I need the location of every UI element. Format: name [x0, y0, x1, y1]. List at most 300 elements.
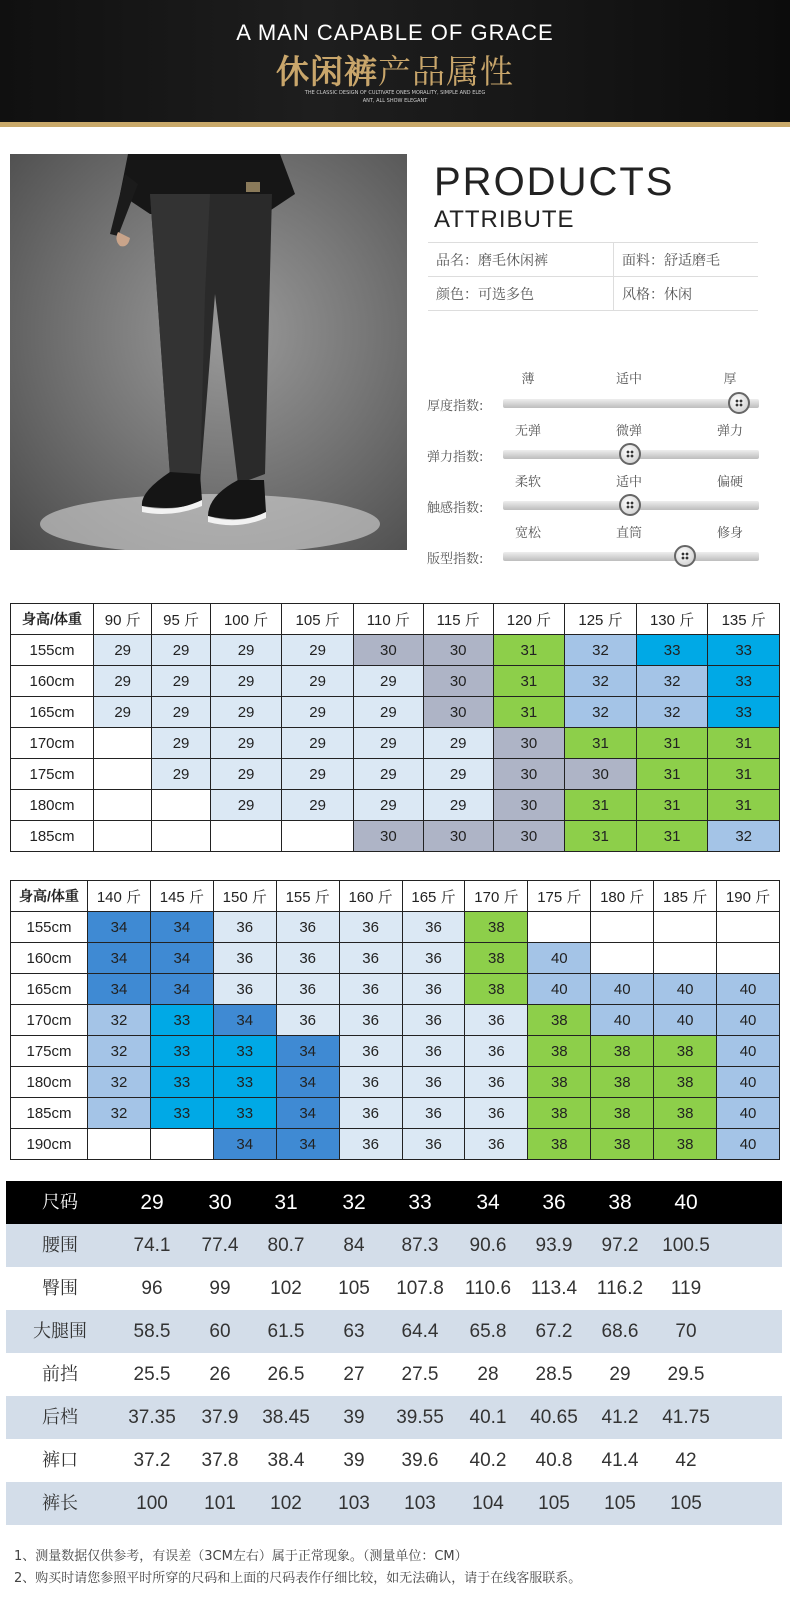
- header-title-cn-rest: 产品属性: [378, 52, 514, 91]
- weight-header: 190 斤: [717, 881, 780, 912]
- size-cell: 36: [276, 912, 339, 943]
- measurement-value: 29.5: [667, 1364, 705, 1385]
- slider-word-max: 弹力: [716, 424, 743, 439]
- slider-word-min: 无弹: [514, 424, 541, 439]
- measurement-value: 37.8: [201, 1450, 239, 1471]
- height-label: 170cm: [11, 1005, 88, 1036]
- size-cell: 33: [708, 666, 780, 697]
- slider-word-max: 厚: [723, 372, 737, 387]
- size-cell: 29: [282, 635, 354, 666]
- size-cell: [94, 821, 152, 852]
- size-cell: 29: [353, 790, 423, 821]
- size-cell: 40: [717, 1067, 780, 1098]
- size-cell: 29: [282, 790, 354, 821]
- size-cell: 36: [339, 943, 402, 974]
- height-label: 175cm: [11, 1036, 88, 1067]
- size-cell: [94, 790, 152, 821]
- size-chart-row: [11, 759, 780, 790]
- size-cell: 36: [339, 1067, 402, 1098]
- slider-word-min: 柔软: [514, 475, 541, 490]
- measurement-value: 28: [477, 1364, 499, 1385]
- weight-header: 165 斤: [402, 881, 465, 912]
- attribute-subheading: ATTRIBUTE: [434, 206, 575, 233]
- measurement-size-header: 40: [674, 1191, 698, 1214]
- size-cell: 38: [591, 1036, 654, 1067]
- size-cell: 36: [339, 1098, 402, 1129]
- size-cell: 40: [717, 1036, 780, 1067]
- size-cell: 33: [213, 1036, 276, 1067]
- measurement-row: [6, 1224, 782, 1267]
- attribute-color: 颜色：可选多色: [428, 277, 614, 311]
- size-cell: 40: [528, 943, 591, 974]
- size-cell: [152, 821, 210, 852]
- size-cell: 36: [276, 1005, 339, 1036]
- measurement-value: 105: [670, 1493, 702, 1514]
- measurement-value: 40.2: [469, 1450, 507, 1471]
- measurement-row: [6, 1482, 782, 1525]
- size-cell: [717, 912, 780, 943]
- size-chart-row: [11, 974, 780, 1005]
- measurement-value: 113.4: [530, 1278, 578, 1299]
- size-chart-corner: 身高/体重: [11, 604, 94, 635]
- measurement-value: 100: [136, 1493, 168, 1514]
- size-cell: 38: [654, 1036, 717, 1067]
- measurement-value: 26.5: [267, 1364, 305, 1385]
- measurement-value: 68.6: [601, 1321, 639, 1342]
- size-cell: 36: [402, 1036, 465, 1067]
- slider-word-mid: 直筒: [615, 526, 642, 541]
- attribute-row: [428, 277, 758, 311]
- size-cell: 38: [528, 1067, 591, 1098]
- measurement-size-header: 30: [208, 1191, 232, 1214]
- header-title-cn: [0, 46, 790, 93]
- measurement-value: 96: [141, 1278, 163, 1299]
- size-chart-row: [11, 697, 780, 728]
- height-label: 155cm: [11, 912, 88, 943]
- measurement-value: 105: [604, 1493, 636, 1514]
- measurement-value: 90.6: [469, 1235, 507, 1256]
- size-cell: 36: [276, 943, 339, 974]
- size-chart-row: [11, 821, 780, 852]
- measurement-value: 40.8: [535, 1450, 573, 1471]
- size-cell: 31: [493, 666, 565, 697]
- measurement-value: 38.45: [262, 1407, 310, 1428]
- size-cell: 38: [528, 1005, 591, 1036]
- height-label: 155cm: [11, 635, 94, 666]
- weight-header: 155 斤: [276, 881, 339, 912]
- size-cell: 32: [88, 1067, 151, 1098]
- products-heading: PRODUCTS: [434, 160, 675, 204]
- measurement-value: 107.8: [396, 1278, 444, 1299]
- note-line: 1、测量数据仅供参考，有误差（3CM左右）属于正常现象。（测量单位：CM）: [14, 1549, 468, 1564]
- measurement-label: 前挡: [42, 1364, 78, 1385]
- size-cell: 40: [717, 1129, 780, 1160]
- measurement-value: 41.4: [601, 1450, 639, 1471]
- size-cell: 32: [565, 697, 637, 728]
- size-cell: 38: [591, 1067, 654, 1098]
- size-cell: 34: [150, 912, 213, 943]
- size-cell: 32: [88, 1036, 151, 1067]
- measurement-value: 37.9: [201, 1407, 239, 1428]
- measurement-value: 29: [609, 1364, 631, 1385]
- measurement-table: [6, 1181, 782, 1525]
- height-label: 165cm: [11, 697, 94, 728]
- size-cell: 36: [339, 912, 402, 943]
- size-cell: 36: [465, 1098, 528, 1129]
- size-cell: 38: [654, 1098, 717, 1129]
- size-cell: 36: [402, 943, 465, 974]
- size-cell: 40: [654, 974, 717, 1005]
- size-cell: 34: [276, 1036, 339, 1067]
- header-title-en: A MAN CAPABLE OF GRACE: [236, 20, 554, 45]
- header-subtitle-line2: ANT, ALL SHOW ELEGANT: [362, 98, 428, 104]
- size-cell: 33: [150, 1005, 213, 1036]
- measurement-size-header: 33: [408, 1191, 432, 1214]
- measurement-value: 65.8: [469, 1321, 507, 1342]
- measurement-value: 80.7: [267, 1235, 305, 1256]
- size-chart-row: [11, 1098, 780, 1129]
- size-chart-header-row: [11, 604, 780, 635]
- size-chart-row: [11, 943, 780, 974]
- measurement-value: 102: [270, 1278, 302, 1299]
- size-cell: 29: [94, 635, 152, 666]
- size-chart-table-1: [10, 603, 780, 852]
- measurement-row: [6, 1267, 782, 1310]
- height-label: 185cm: [11, 1098, 88, 1129]
- measurement-value: 37.35: [128, 1407, 176, 1428]
- attribute-table: [428, 242, 758, 311]
- size-cell: 29: [152, 666, 210, 697]
- size-chart-row: [11, 1005, 780, 1036]
- size-cell: 29: [152, 635, 210, 666]
- measurement-value: 105: [538, 1493, 570, 1514]
- measurement-value: 105: [338, 1278, 370, 1299]
- measurement-header-row: [6, 1181, 782, 1224]
- measurement-value: 26: [209, 1364, 231, 1385]
- weight-header: 180 斤: [591, 881, 654, 912]
- size-cell: 29: [210, 759, 282, 790]
- weight-header: 105 斤: [282, 604, 354, 635]
- measurement-value: 41.2: [601, 1407, 639, 1428]
- height-label: 180cm: [11, 1067, 88, 1098]
- measurement-value: 39: [343, 1450, 365, 1471]
- size-cell: 33: [150, 1036, 213, 1067]
- size-cell: [94, 759, 152, 790]
- measurement-value: 40.65: [530, 1407, 578, 1428]
- size-cell: 38: [528, 1129, 591, 1160]
- size-cell: 32: [636, 697, 708, 728]
- size-cell: 29: [282, 666, 354, 697]
- size-cell: 32: [708, 821, 780, 852]
- weight-header: 185 斤: [654, 881, 717, 912]
- size-cell: 33: [150, 1067, 213, 1098]
- size-cell: 33: [636, 635, 708, 666]
- size-cell: 31: [636, 759, 708, 790]
- size-cell: [528, 912, 591, 943]
- size-cell: 29: [152, 759, 210, 790]
- size-cell: 34: [88, 974, 151, 1005]
- slider-track-fit: [503, 552, 759, 561]
- size-chart-header-row: [11, 881, 780, 912]
- measurement-value: 58.5: [133, 1321, 171, 1342]
- size-cell: 33: [708, 635, 780, 666]
- size-cell: 36: [402, 1129, 465, 1160]
- slider-label-elasticity: 弹力指数:: [427, 450, 484, 465]
- size-cell: 38: [591, 1098, 654, 1129]
- measurement-value: 87.3: [401, 1235, 439, 1256]
- size-cell: 36: [402, 1005, 465, 1036]
- measurement-label: 裤口: [42, 1450, 78, 1471]
- measurement-value: 42: [675, 1450, 697, 1471]
- measurement-size-header: 32: [342, 1191, 366, 1214]
- height-label: 170cm: [11, 728, 94, 759]
- size-cell: 38: [465, 943, 528, 974]
- size-cell: 31: [636, 790, 708, 821]
- measurement-header-label: 尺码: [42, 1192, 78, 1213]
- measurement-value: 84: [343, 1235, 365, 1256]
- measurement-value: 119: [670, 1278, 702, 1299]
- height-label: 190cm: [11, 1129, 88, 1160]
- size-cell: 31: [708, 759, 780, 790]
- size-cell: 29: [282, 759, 354, 790]
- measurement-value: 70: [675, 1321, 697, 1342]
- measurement-value: 104: [472, 1493, 504, 1514]
- weight-header: 135 斤: [708, 604, 780, 635]
- note-line: 2、购买时请您参照平时所穿的尺码和上面的尺码表作仔细比较，如无法确认，请于在线客服联系。: [14, 1571, 582, 1586]
- size-cell: 32: [88, 1005, 151, 1036]
- header-title-cn-bold: 休闲裤: [276, 52, 378, 91]
- size-chart-row: [11, 728, 780, 759]
- size-cell: 38: [654, 1129, 717, 1160]
- model-wearing-pants-image: [10, 154, 407, 550]
- size-cell: 36: [339, 1005, 402, 1036]
- measurement-row: [6, 1396, 782, 1439]
- size-cell: 29: [353, 759, 423, 790]
- size-cell: 36: [339, 1036, 402, 1067]
- size-cell: [210, 821, 282, 852]
- size-cell: 40: [717, 974, 780, 1005]
- measurement-size-header: 36: [542, 1191, 566, 1214]
- size-cell: 29: [353, 666, 423, 697]
- size-cell: 33: [213, 1098, 276, 1129]
- size-cell: 29: [282, 728, 354, 759]
- attribute-name: 品名：磨毛休闲裤: [428, 243, 614, 277]
- size-cell: [94, 728, 152, 759]
- size-cell: 36: [465, 1067, 528, 1098]
- size-cell: 31: [708, 728, 780, 759]
- size-cell: [591, 912, 654, 943]
- height-label: 165cm: [11, 974, 88, 1005]
- measurement-value: 27.5: [401, 1364, 439, 1385]
- size-cell: 32: [565, 666, 637, 697]
- measurement-value: 40.1: [469, 1407, 507, 1428]
- size-cell: 36: [213, 912, 276, 943]
- weight-header: 130 斤: [636, 604, 708, 635]
- size-cell: 36: [213, 943, 276, 974]
- size-cell: 31: [565, 821, 637, 852]
- size-cell: 34: [88, 912, 151, 943]
- measurement-value: 102: [270, 1493, 302, 1514]
- size-cell: 38: [654, 1067, 717, 1098]
- measurement-value: 100.5: [662, 1235, 710, 1256]
- size-cell: 32: [636, 666, 708, 697]
- measurement-size-header: 31: [274, 1191, 298, 1214]
- slider-knob-fit: [674, 545, 696, 567]
- measurement-value: 60: [209, 1321, 231, 1342]
- size-cell: [654, 912, 717, 943]
- size-cell: 34: [213, 1129, 276, 1160]
- size-cell: 29: [152, 728, 210, 759]
- size-cell: 36: [402, 1098, 465, 1129]
- measurement-row: [6, 1439, 782, 1482]
- attribute-fabric: 面料：舒适磨毛: [614, 243, 759, 277]
- size-cell: 30: [493, 790, 565, 821]
- measurement-value: 25.5: [133, 1364, 171, 1385]
- size-cell: [654, 943, 717, 974]
- measurement-size-header: 38: [608, 1191, 632, 1214]
- size-cell: 33: [708, 697, 780, 728]
- measurement-value: 39: [343, 1407, 365, 1428]
- measurement-value: 67.2: [535, 1321, 573, 1342]
- weight-header: 160 斤: [339, 881, 402, 912]
- size-cell: 40: [591, 1005, 654, 1036]
- measurement-label: 腰围: [42, 1235, 78, 1256]
- header-subtitle: [0, 89, 790, 105]
- height-label: 180cm: [11, 790, 94, 821]
- weight-header: 125 斤: [565, 604, 637, 635]
- size-cell: 31: [493, 635, 565, 666]
- measurement-value: 77.4: [201, 1235, 239, 1256]
- size-cell: 30: [493, 759, 565, 790]
- weight-header: 150 斤: [213, 881, 276, 912]
- size-cell: 36: [465, 1005, 528, 1036]
- slider-word-mid: 适中: [615, 372, 642, 387]
- size-cell: 30: [353, 635, 423, 666]
- size-cell: 29: [210, 666, 282, 697]
- size-cell: 36: [402, 1067, 465, 1098]
- weight-header: 90 斤: [94, 604, 152, 635]
- size-cell: [88, 1129, 151, 1160]
- size-cell: 34: [213, 1005, 276, 1036]
- size-cell: 34: [276, 1129, 339, 1160]
- measurement-row: [6, 1353, 782, 1396]
- size-cell: 38: [465, 912, 528, 943]
- measurement-size-header: 29: [140, 1191, 164, 1214]
- size-cell: [152, 790, 210, 821]
- size-cell: 36: [213, 974, 276, 1005]
- size-cell: 29: [210, 635, 282, 666]
- size-cell: 40: [591, 974, 654, 1005]
- measurement-value: 61.5: [267, 1321, 305, 1342]
- size-cell: 32: [565, 635, 637, 666]
- size-cell: 29: [353, 728, 423, 759]
- slider-word-mid: 微弹: [615, 424, 642, 439]
- size-cell: 40: [654, 1005, 717, 1036]
- size-cell: 34: [88, 943, 151, 974]
- measurement-value: 103: [338, 1493, 370, 1514]
- slider-label-touch: 触感指数:: [427, 501, 484, 516]
- measurement-value: 101: [204, 1493, 236, 1514]
- slider-track-thickness: [503, 399, 759, 408]
- measurement-value: 64.4: [401, 1321, 439, 1342]
- size-cell: 29: [423, 790, 493, 821]
- measurement-label: 后档: [42, 1407, 78, 1428]
- size-cell: 33: [150, 1098, 213, 1129]
- size-cell: 29: [353, 697, 423, 728]
- size-cell: 30: [353, 821, 423, 852]
- measurement-value: 74.1: [133, 1235, 171, 1256]
- measurement-value: 39.55: [396, 1407, 444, 1428]
- size-cell: 29: [423, 759, 493, 790]
- size-cell: 40: [717, 1098, 780, 1129]
- measurement-value: 103: [404, 1493, 436, 1514]
- size-cell: 31: [493, 697, 565, 728]
- size-cell: 30: [423, 697, 493, 728]
- size-cell: 29: [94, 666, 152, 697]
- height-label: 175cm: [11, 759, 94, 790]
- size-cell: 30: [493, 728, 565, 759]
- size-cell: 31: [636, 821, 708, 852]
- header-banner: [0, 0, 790, 125]
- size-cell: 31: [565, 728, 637, 759]
- weight-header: 120 斤: [493, 604, 565, 635]
- size-chart-row: [11, 1067, 780, 1098]
- size-cell: 30: [423, 635, 493, 666]
- measurement-value: 116.2: [596, 1278, 644, 1299]
- size-cell: 38: [465, 974, 528, 1005]
- slider-word-min: 宽松: [514, 526, 541, 541]
- measurement-value: 110.6: [464, 1278, 512, 1299]
- slider-knob-elasticity: [619, 443, 641, 465]
- size-cell: 36: [339, 1129, 402, 1160]
- size-cell: 29: [282, 697, 354, 728]
- measurement-value: 28.5: [535, 1364, 573, 1385]
- size-cell: 29: [423, 728, 493, 759]
- size-cell: 36: [465, 1129, 528, 1160]
- size-cell: 40: [717, 1005, 780, 1036]
- size-chart-table-2: [10, 880, 780, 1160]
- size-cell: 33: [213, 1067, 276, 1098]
- slider-word-max: 偏硬: [716, 475, 743, 490]
- height-label: 185cm: [11, 821, 94, 852]
- weight-header: 140 斤: [88, 881, 151, 912]
- size-chart-row: [11, 635, 780, 666]
- measurement-value: 41.75: [662, 1407, 710, 1428]
- size-cell: 34: [150, 943, 213, 974]
- slider-knob-thickness: [728, 392, 750, 414]
- weight-header: 115 斤: [423, 604, 493, 635]
- measurement-row: [6, 1310, 782, 1353]
- size-cell: 30: [423, 821, 493, 852]
- attribute-row: [428, 243, 758, 277]
- measurement-value: 38.4: [267, 1450, 305, 1471]
- slider-word-max: 修身: [716, 526, 743, 541]
- height-label: 160cm: [11, 666, 94, 697]
- size-chart-row: [11, 912, 780, 943]
- slider-word-min: 薄: [521, 372, 535, 387]
- size-cell: 31: [708, 790, 780, 821]
- size-cell: [282, 821, 354, 852]
- size-cell: 36: [402, 974, 465, 1005]
- size-cell: [150, 1129, 213, 1160]
- notes: [14, 1546, 581, 1590]
- header-subtitle-line1: THE CLASSIC DESIGN OF CULTIVATE ONES MORALITY, SIMPLE AND ELEG: [304, 90, 486, 96]
- header-gold-divider: [0, 122, 790, 127]
- size-cell: 36: [465, 1036, 528, 1067]
- weight-header: 100 斤: [210, 604, 282, 635]
- slider-knob-touch: [619, 494, 641, 516]
- weight-header: 95 斤: [152, 604, 210, 635]
